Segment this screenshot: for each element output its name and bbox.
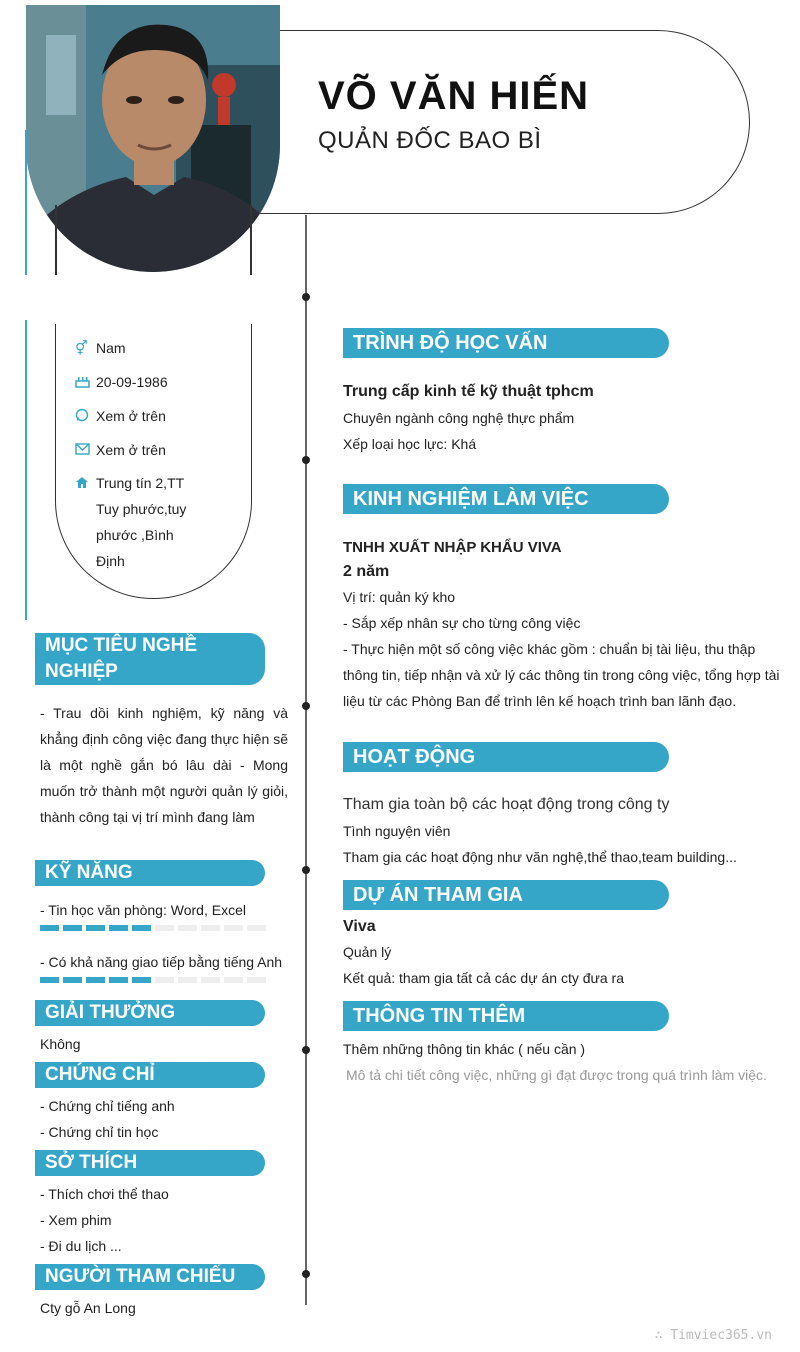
activities-headline: Tham gia toàn bộ các hoạt động trong công ty: [343, 796, 670, 813]
experience-company: TNHH XUẤT NHẬP KHẨU VIVA: [343, 539, 562, 556]
timeline-dot: [302, 456, 310, 464]
experience-duty: - Sắp xếp nhân sự cho từng công việc: [343, 615, 581, 631]
project-name: Viva: [343, 918, 376, 935]
timeline-dot: [302, 293, 310, 301]
hobby-item: - Thích chơi thể thao: [40, 1186, 169, 1202]
frame-line-left: [55, 205, 57, 275]
timeline-dot: [302, 1046, 310, 1054]
awards-title: GIẢI THƯỞNG: [45, 1002, 176, 1023]
skills-header: [35, 860, 265, 886]
project-result: Kết quả: tham gia tất cả các dự án cty đưa ra: [343, 970, 625, 986]
education-title: TRÌNH ĐỘ HỌC VẤN: [353, 331, 548, 354]
skill-level-segment: [40, 977, 59, 983]
certificate-item: - Chứng chỉ tin học: [40, 1124, 159, 1140]
skill-level-segment: [155, 977, 174, 983]
experience-duty: - Thực hiện một số công việc khác gồm : chuẩn bị tài liệu, thu thập: [343, 641, 756, 657]
accent-line-top: [25, 130, 27, 275]
experience-duty: thông tin, tiếp nhận và xử lý các thông tin trong công việc, tổng hợp tài: [343, 667, 780, 683]
skill-level-segment: [109, 977, 128, 983]
awards-header: [35, 1000, 265, 1026]
skill-level-segment: [247, 977, 266, 983]
objective-text: - Trau dồi kinh nghiệm, kỹ năng và khẳng định công việc đang thực hiện sẽ là một nghề gắn bó lâu dài - Mong muốn trở thành một người quản lý giỏi, thành công tại vị trí mình đang làm: [40, 705, 288, 825]
skill-level-segment: [40, 925, 59, 931]
timeline-dot: [302, 1270, 310, 1278]
skill-level-segment: [63, 925, 82, 931]
activities-title: HOẠT ĐỘNG: [353, 745, 476, 768]
whatsapp-icon: [75, 408, 91, 425]
activities-detail: Tham gia các hoạt động như văn nghệ,thể thao,team building...: [343, 849, 737, 865]
extra-header: [343, 1001, 669, 1031]
hobby-item: - Đi du lịch ...: [40, 1238, 122, 1254]
certificates-header: [35, 1062, 265, 1088]
envelope-icon: [75, 442, 91, 458]
award-item: Không: [40, 1036, 81, 1052]
project-role: Quản lý: [343, 944, 392, 960]
skill-level-bar: [40, 977, 266, 983]
timeline-line: [305, 215, 307, 1305]
skill-level-segment: [132, 925, 151, 931]
objective-header: [35, 633, 265, 685]
name-header-frame: [254, 30, 750, 214]
watermark: ∴ Timviec365.vn: [654, 1328, 772, 1343]
experience-title: KINH NGHIỆM LÀM VIỆC: [353, 487, 589, 510]
gender-icon: ⚥: [75, 340, 88, 356]
education-grade: Xếp loại học lực: Khá: [343, 436, 477, 452]
avatar: [26, 5, 280, 272]
projects-title: DỰ ÁN THAM GIA: [353, 883, 523, 906]
activities-header: [343, 742, 669, 772]
skill-label: - Tin học văn phòng: Word, Excel: [40, 902, 246, 918]
experience-position: Vị trí: quản ký kho: [343, 589, 456, 605]
certificates-title: CHỨNG CHỈ: [45, 1064, 155, 1085]
home-icon: [75, 476, 91, 492]
education-header: [343, 328, 669, 358]
education-major: Chuyên ngành công nghệ thực phẩm: [343, 410, 575, 426]
address-value: Trung tín 2,TT Tuy phước,tuy phước ,Bình Định: [96, 475, 187, 569]
frame-line-right: [250, 205, 252, 275]
skill-label: - Có khả năng giao tiếp bằng tiếng Anh: [40, 954, 283, 970]
extra-title: THÔNG TIN THÊM: [353, 1004, 526, 1027]
birthday-value: 20-09-1986: [96, 374, 168, 390]
full-name: VÕ VĂN HIẾN: [318, 74, 590, 118]
timeline-dot: [302, 866, 310, 874]
skill-level-segment: [86, 925, 105, 931]
hobbies-header: [35, 1150, 265, 1176]
references-title: NGƯỜI THAM CHIẾU: [45, 1266, 236, 1287]
education-school: Trung cấp kinh tế kỹ thuật tphcm: [343, 383, 594, 400]
hobbies-title: SỞ THÍCH: [45, 1152, 138, 1173]
phone-value: Xem ở trên: [96, 408, 166, 424]
skill-level-bar: [40, 925, 266, 931]
job-title: QUẢN ĐỐC BAO BÌ: [318, 127, 542, 154]
skill-level-segment: [178, 925, 197, 931]
certificate-item: - Chứng chỉ tiếng anh: [40, 1098, 175, 1114]
skill-level-segment: [132, 977, 151, 983]
skill-level-segment: [224, 925, 243, 931]
skill-level-segment: [201, 977, 220, 983]
experience-duration: 2 năm: [343, 563, 390, 580]
skills-title: KỸ NĂNG: [45, 862, 133, 883]
experience-header: [343, 484, 669, 514]
skill-level-segment: [86, 977, 105, 983]
extra-description: Mô tả chi tiết công việc, những gì đạt được trong quá trình làm việc.: [346, 1067, 767, 1083]
birthday-cake-icon: [75, 374, 91, 391]
timeline-dot: [302, 702, 310, 710]
experience-duty: liệu từ các Phòng Ban để trình lên kế hoạch trình ban lãnh đạo.: [343, 693, 737, 709]
accent-line-middle: [25, 320, 27, 620]
skill-level-segment: [224, 977, 243, 983]
projects-header: [343, 880, 669, 910]
hobby-item: - Xem phim: [40, 1212, 112, 1228]
skill-level-segment: [201, 925, 220, 931]
skill-level-segment: [178, 977, 197, 983]
skill-level-segment: [63, 977, 82, 983]
email-value: Xem ở trên: [96, 442, 166, 458]
references-header: [35, 1264, 265, 1290]
activities-role: Tình nguyện viên: [343, 823, 451, 839]
skill-level-segment: [155, 925, 174, 931]
extra-line: Thêm những thông tin khác ( nếu cần ): [343, 1041, 586, 1057]
skill-level-segment: [247, 925, 266, 931]
reference-item: Cty gỗ An Long: [40, 1300, 136, 1316]
gender-value: Nam: [96, 340, 126, 356]
skill-level-segment: [109, 925, 128, 931]
objective-title: MỤC TIÊU NGHỀ NGHIỆP: [45, 635, 197, 682]
